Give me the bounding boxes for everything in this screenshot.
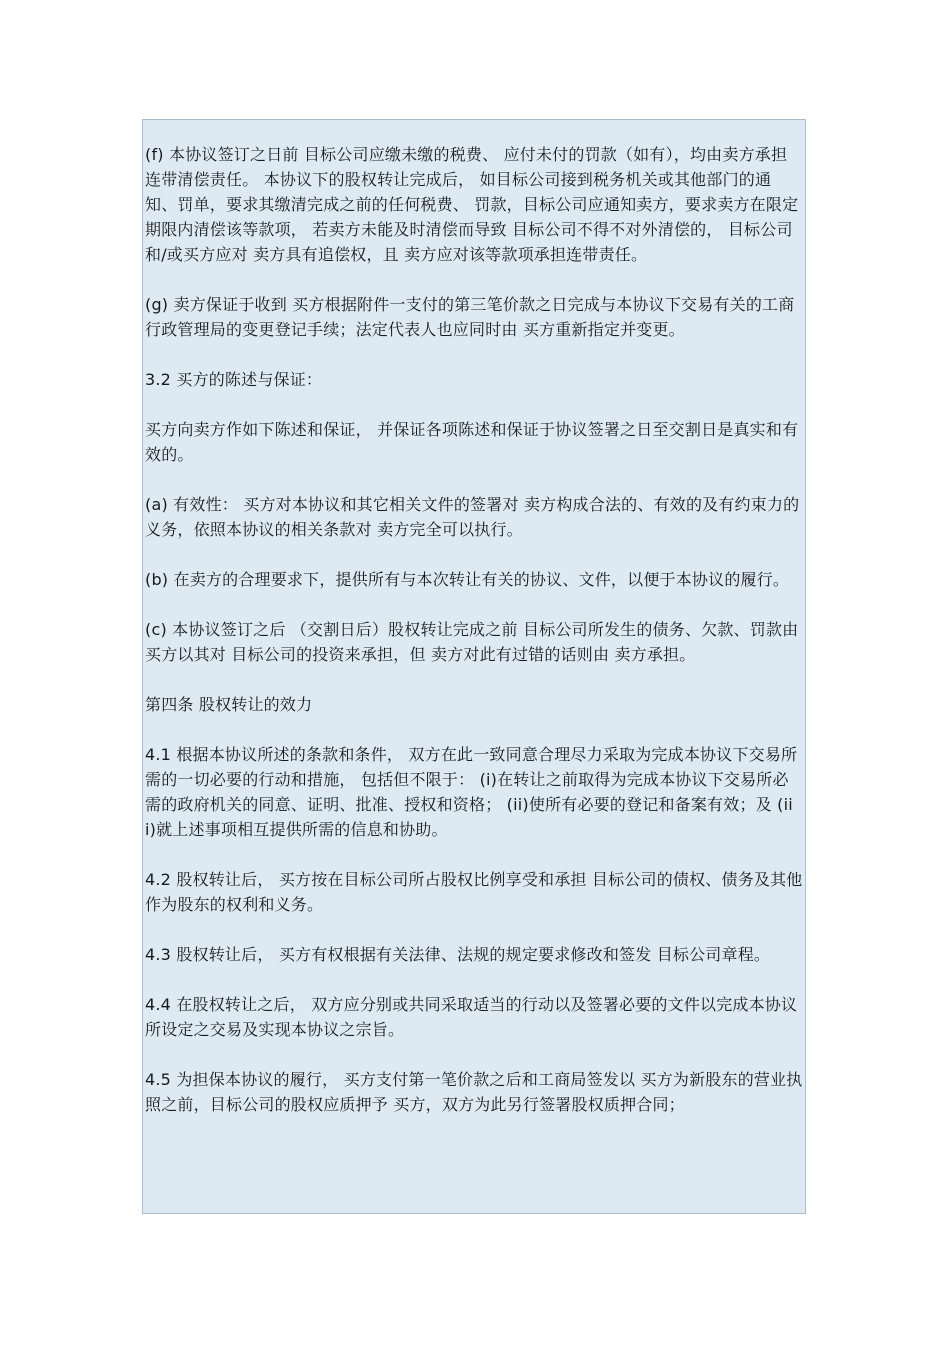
clause-4-3: 4.3 股权转让后， 买方有权根据有关法律、法规的规定要求修改和签发 目标公司章程。 [145,945,771,964]
document-page [142,119,806,1214]
clause-3-2-c: (c) 本协议签订之后 （交割日后）股权转让完成之前 目标公司所发生的债务、欠款、罚款由 买方以其对 目标公司的投资来承担，但 卖方对此有过错的话则由 卖方承担。 [145,620,799,664]
section-3-2-intro: 买方向卖方作如下陈述和保证， 并保证各项陈述和保证于协议签署之日至交割日是真实和有效的。 [145,420,799,464]
document-content [145,142,803,1117]
section-3-2-heading: 3.2 买方的陈述与保证： [145,370,323,389]
clause-4-2: 4.2 股权转让后， 买方按在目标公司所占股权比例享受和承担 目标公司的债权、债务及其他作为股东的权利和义务。 [145,870,803,914]
clause-4-4: 4.4 在股权转让之后， 双方应分别或共同采取适当的行动以及签署必要的文件以完成本协议所设定之交易及实现本协议之宗旨。 [145,995,798,1039]
clause-4-1: 4.1 根据本协议所述的条款和条件， 双方在此一致同意合理尽力采取为完成本协议下交易所需的一切必要的行动和措施， 包括但不限于： (i)在转让之前取得为完成本协议下交易所必需的政府机关的同意、证明、批准、授权和资格； (ii)使所有必要的登记和备案有效；及 (iii)就上述事项相互提供所需的信息和协助。 [145,745,798,839]
clause-3-1-g: (g) 卖方保证于收到 买方根据附件一支付的第三笔价款之日完成与本协议下交易有关的工商行政管理局的变更登记手续；法定代表人也应同时由 买方重新指定并变更。 [145,295,795,339]
clause-4-5: 4.5 为担保本协议的履行， 买方支付第一笔价款之后和工商局签发以 买方为新股东的营业执照之前，目标公司的股权应质押予 买方，双方为此另行签署股权质押合同； [145,1070,803,1114]
clause-3-2-a: (a) 有效性： 买方对本协议和其它相关文件的签署对 卖方构成合法的、有效的及有约束力的义务，依照本协议的相关条款对 卖方完全可以执行。 [145,495,800,539]
article-4-heading: 第四条 股权转让的效力 [145,695,313,714]
clause-3-1-f: (f) 本协议签订之日前 目标公司应缴未缴的税费、 应付未付的罚款（如有），均由卖方承担连带清偿责任。 本协议下的股权转让完成后， 如目标公司接到税务机关或其他部门的通知、罚单，要求其缴清完成之前的任何税费、 罚款，目标公司应通知卖方，要求卖方在限定期限内清偿该等款项， 若卖方未能及时清偿而导致 目标公司不得不对外清偿的， 目标公司和/或买方应对 卖方具有追偿权，且 卖方应对该等款项承担连带责任。 [145,145,799,264]
clause-3-2-b: (b) 在卖方的合理要求下，提供所有与本次转让有关的协议、文件，以便于本协议的履行。 [145,570,790,589]
